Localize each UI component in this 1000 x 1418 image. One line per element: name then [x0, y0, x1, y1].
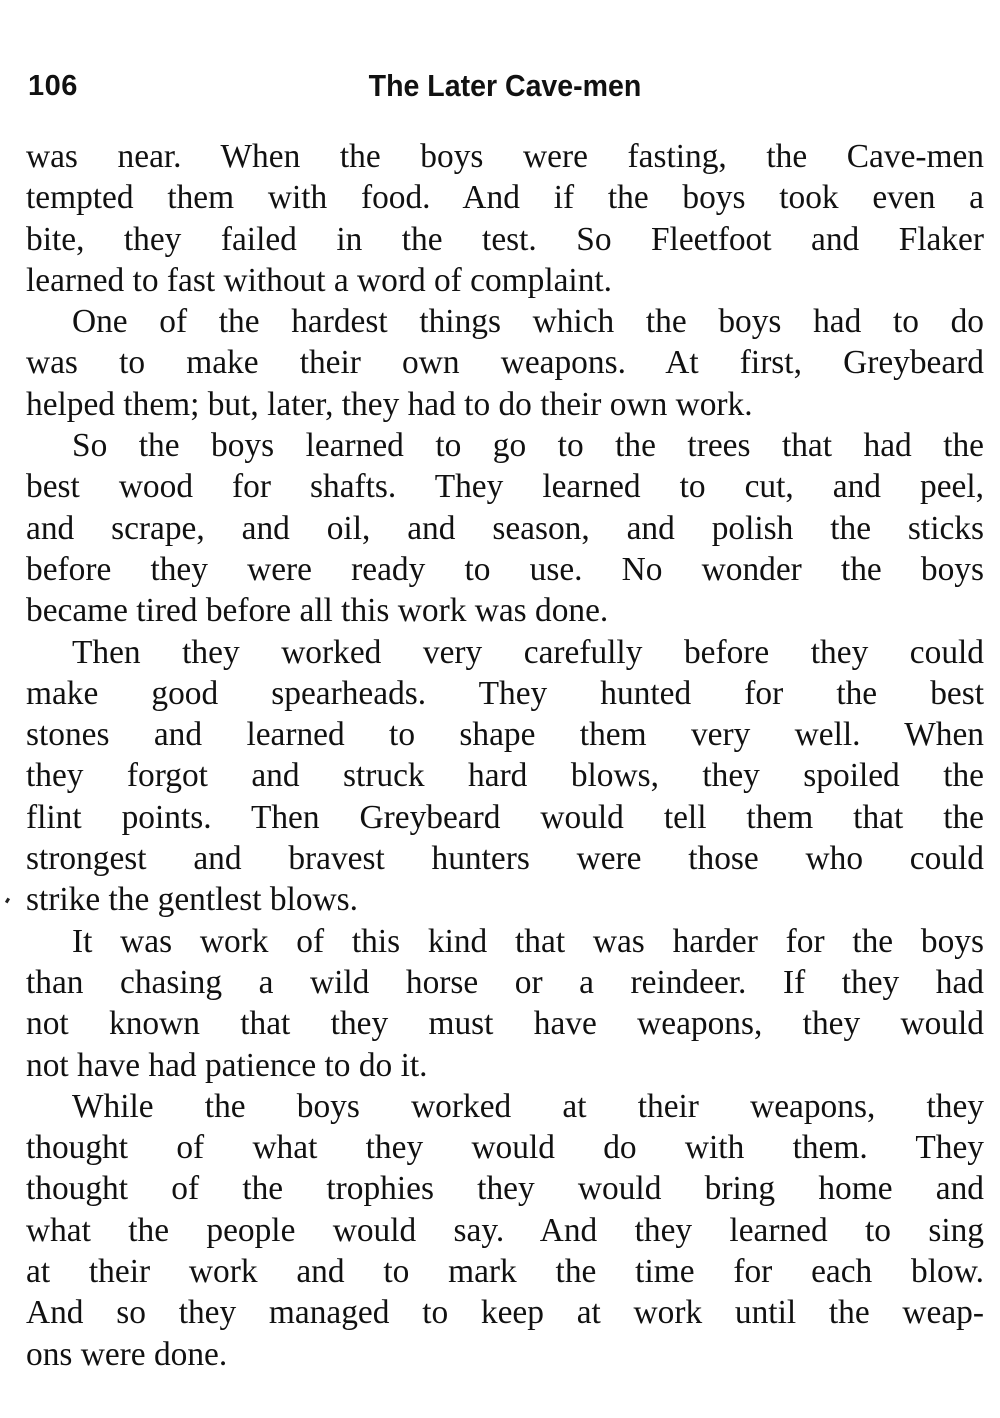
text-line: tempted them with food. And if the boys took even a: [26, 179, 984, 217]
text-line: learned to fast without a word of complaint.: [26, 261, 613, 299]
text-line: not have had patience to do it.: [26, 1046, 428, 1084]
text-line: Then they worked very carefully before they could: [72, 633, 984, 671]
text-line: And so they managed to keep at work until the weap-: [26, 1294, 984, 1332]
text-line: flint points. Then Greybeard would tell them that the: [26, 798, 984, 836]
page-number: 106: [28, 70, 78, 102]
text-line: It was work of this kind that was harder for the boys: [72, 922, 984, 960]
text-line: was near. When the boys were fasting, the Cave-men: [26, 138, 984, 175]
page-header: [26, 62, 984, 112]
text-line: at their work and to mark the time for each blow.: [26, 1253, 984, 1291]
text-line: became tired before all this work was done.: [26, 592, 609, 630]
text-line: strongest and bravest hunters were those who could: [26, 840, 984, 878]
text-line: One of the hardest things which the boys had to do: [72, 303, 984, 341]
text-line: before they were ready to use. No wonder the boys: [26, 550, 984, 588]
text-line: was to make their own weapons. At first, Greybeard: [26, 344, 984, 382]
text-line: stones and learned to shape them very well. When: [26, 716, 984, 754]
stray-ink-mark: [5, 898, 10, 904]
text-line: bite, they failed in the test. So Fleetfoot and Flaker: [26, 220, 984, 258]
text-line: best wood for shafts. They learned to cut, and peel,: [26, 468, 984, 506]
text-line: So the boys learned to go to the trees that had the: [72, 427, 984, 465]
text-line: than chasing a wild horse or a reindeer. If they had: [26, 963, 984, 1001]
text-line: thought of what they would do with them. They: [26, 1129, 984, 1167]
text-line: and scrape, and oil, and season, and polish the sticks: [26, 509, 984, 547]
text-line: While the boys worked at their weapons, they: [72, 1087, 984, 1125]
text-line: helped them; but, later, they had to do their own work.: [26, 385, 753, 423]
text-line: what the people would say. And they learned to sing: [26, 1211, 984, 1249]
body-text: [26, 136, 984, 1375]
text-line: strike the gentlest blows.: [26, 881, 358, 919]
text-line: they forgot and struck hard blows, they spoiled the: [26, 757, 984, 795]
text-line: not known that they must have weapons, they would: [26, 1005, 984, 1043]
text-line: thought of the trophies they would bring home and: [26, 1170, 984, 1208]
text-line: make good spearheads. They hunted for the best: [26, 674, 984, 712]
running-title: The Later Cave-men: [368, 68, 642, 103]
text-line: ons were done.: [26, 1335, 228, 1373]
